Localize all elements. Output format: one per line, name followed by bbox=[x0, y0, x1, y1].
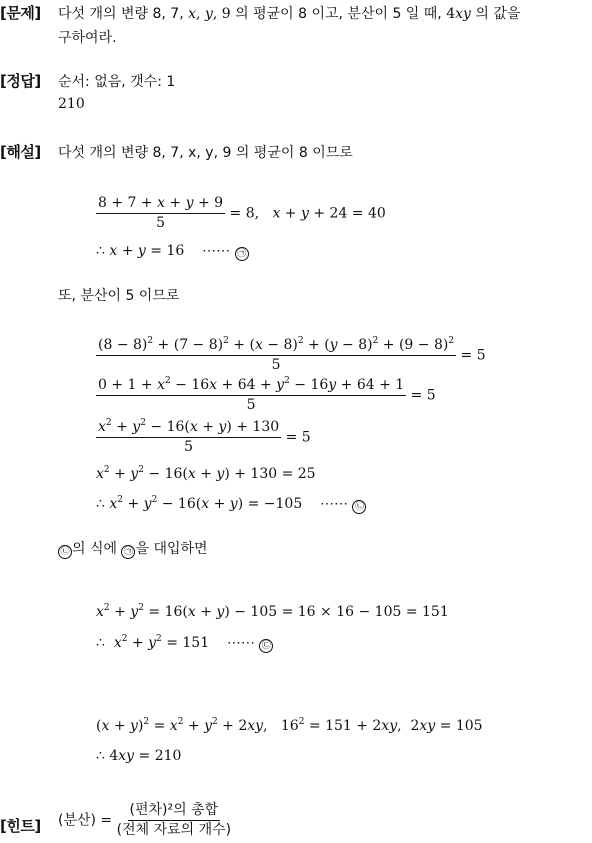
answer-order-count: 순서: 없음, 갯수: 1 bbox=[58, 74, 176, 90]
equation-expand: $(x + y)^2 = x^2 + y^2 + 2xy$, $16^2 = 151 + 2xy$, 2xy = 105 bbox=[96, 717, 483, 734]
marker-2-ref: ㉡ bbox=[58, 545, 72, 559]
problem-line-1: 다섯 개의 변량 8, 7, x, y, 9 의 평균이 8 이고, 분산이 5 일 때, 4xy 의 값을 bbox=[58, 6, 521, 22]
problem-line-2: 구하여라. bbox=[58, 30, 117, 46]
answer-label: [정답] bbox=[0, 72, 41, 90]
problem-text-mid: 의 평균이 8 이고, 분산이 5 일 때, bbox=[230, 6, 447, 22]
marker-2: ㉡ bbox=[352, 500, 366, 514]
equation-variance-2: $\frac{0 + 1 + x^2 - 16x + 64 + y^2 - 16y + 64 + 1}{5}$ = 5 bbox=[98, 376, 436, 413]
solution-label: [해설] bbox=[0, 143, 41, 161]
answer-value: 210 bbox=[58, 96, 85, 112]
hint-formula bbox=[58, 803, 231, 838]
solution-also: 또, 분산이 5 이므로 bbox=[58, 288, 180, 304]
equation-mean: $\frac{8 + 7 + x + y + 9}{5}$ = 8, x + y + 24 = 40 bbox=[98, 195, 386, 231]
equation-sum: ∴ x + y = 16 ⋯⋯ ㉠ bbox=[96, 243, 249, 261]
hint-lhs: (분산) = bbox=[58, 812, 113, 829]
hint-label: [힌트] bbox=[0, 817, 41, 835]
equation-square-result: ∴ $x^2 + y^2 = 151$ ⋯⋯ ㉢ bbox=[96, 635, 273, 653]
hint-numerator: (편차)²의 총합 bbox=[128, 803, 221, 821]
equation-variance-3: $\frac{x^2 + y^2 - 16(x + y) + 130}{5}$ = 5 bbox=[98, 418, 311, 455]
problem-label: [문제] bbox=[0, 4, 41, 22]
hint-denominator: (전체 자료의 개수) bbox=[116, 822, 232, 838]
equation-final: ∴ 4xy = 210 bbox=[96, 748, 182, 764]
solution-substitute: ㉡ 의 식에 ㉠ 을 대입하면 bbox=[58, 538, 208, 559]
marker-3: ㉢ bbox=[259, 639, 273, 653]
equation-variance-1: $\frac{(8 - 8)^2 + (7 - 8)^2 + (x - 8)^2 + (y - 8)^2 + (9 - 8)^2}{5}$ = 5 bbox=[98, 336, 486, 373]
equation-variance-5: ∴ $x^2 + y^2 - 16(x + y) = -105$ ⋯⋯ ㉡ bbox=[96, 496, 366, 514]
marker-1: ㉠ bbox=[235, 247, 249, 261]
equation-variance-4: $x^2 + y^2 - 16(x + y) + 130 = 25$ bbox=[96, 465, 316, 482]
problem-text-start: 다섯 개의 변량 8, 7, bbox=[58, 6, 189, 22]
solution-intro: 다섯 개의 변량 8, 7, x, y, 9 의 평균이 8 이므로 bbox=[58, 145, 353, 161]
equation-square-sum: $x^2 + y^2 = 16(x + y) - 105 = 16 \times 16 - 105 = 151$ bbox=[96, 603, 449, 620]
problem-text-end: 의 값을 bbox=[470, 6, 521, 22]
marker-1-ref: ㉠ bbox=[121, 545, 135, 559]
